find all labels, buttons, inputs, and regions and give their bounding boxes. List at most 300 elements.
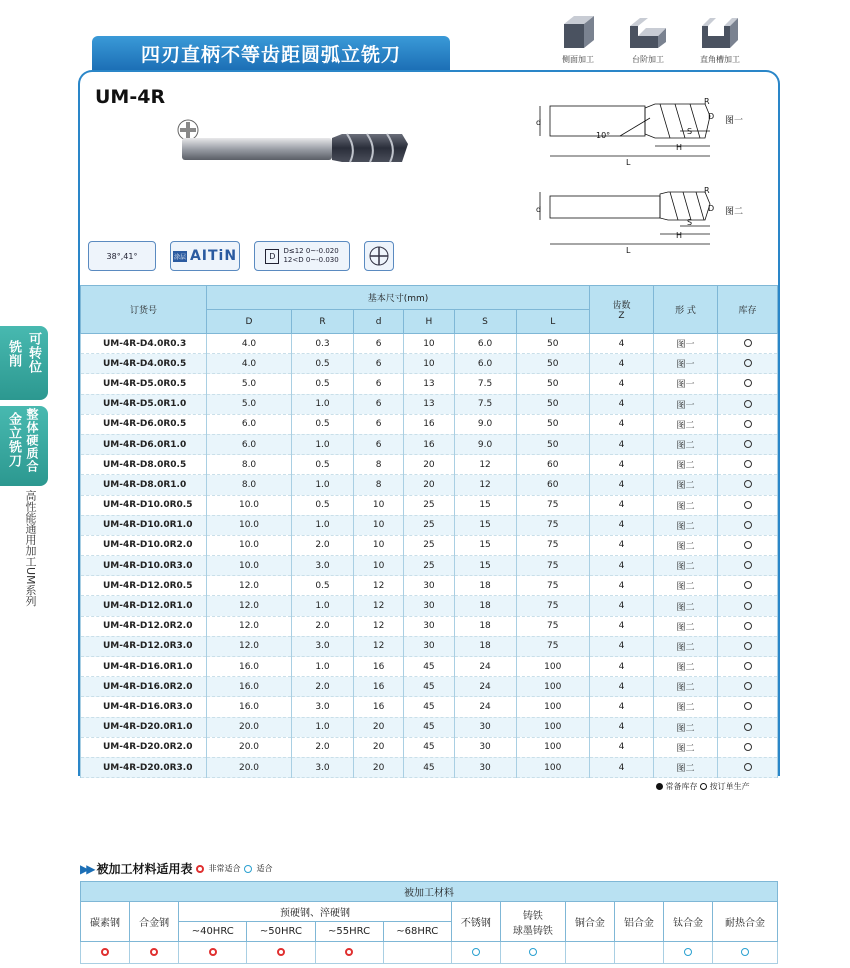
table-cell: 9.0 — [454, 434, 516, 454]
table-cell: 30 — [404, 636, 454, 656]
rating-cell — [451, 942, 500, 964]
application-icons — [548, 14, 788, 72]
tolerance-line2: 12<D 0~-0.030 — [283, 256, 339, 264]
table-cell: 4 — [590, 394, 654, 414]
table-cell: 1.0 — [292, 434, 354, 454]
slot-milling-label: 直角槽加工 — [700, 55, 740, 64]
stock-cell — [718, 434, 778, 454]
materials-col: 铝合金 — [614, 902, 663, 942]
model-number: UM-4R — [95, 86, 166, 108]
order-code: UM-4R-D8.0R1.0 — [81, 475, 207, 495]
table-row — [81, 757, 778, 777]
order-ring-icon — [744, 480, 752, 488]
table-cell: 75 — [516, 535, 590, 555]
table-cell: 图二 — [654, 495, 718, 515]
table-cell: 25 — [404, 515, 454, 535]
table-cell: 图二 — [654, 576, 718, 596]
order-ring-icon — [744, 602, 752, 610]
table-cell: 1.0 — [292, 475, 354, 495]
order-ring-icon — [744, 581, 752, 589]
tolerance-line1: D≤12 0~-0.020 — [283, 247, 339, 255]
table-cell: 10 — [404, 334, 454, 354]
order-code: UM-4R-D12.0R2.0 — [81, 616, 207, 636]
table-cell: 图二 — [654, 556, 718, 576]
table-cell: 2.0 — [292, 616, 354, 636]
table-cell: 图一 — [654, 354, 718, 374]
order-ring-icon — [744, 561, 752, 569]
table-cell: 10.0 — [207, 556, 292, 576]
order-ring-icon — [744, 642, 752, 650]
table-cell: 12 — [353, 636, 403, 656]
table-cell: 图一 — [654, 374, 718, 394]
table-cell: 4 — [590, 354, 654, 374]
table-cell: 6 — [353, 354, 403, 374]
table-cell: 25 — [404, 556, 454, 576]
coating-tag: 涂层 — [173, 251, 187, 262]
step-milling — [618, 14, 678, 65]
materials-table — [80, 881, 778, 964]
table-cell: 0.3 — [292, 334, 354, 354]
stock-cell — [718, 475, 778, 495]
order-code: UM-4R-D12.0R1.0 — [81, 596, 207, 616]
order-code: UM-4R-D16.0R3.0 — [81, 697, 207, 717]
table-cell: 4 — [590, 334, 654, 354]
table-cell: 8 — [353, 455, 403, 475]
table-cell: 15 — [454, 515, 516, 535]
table-cell: 4 — [590, 596, 654, 616]
table-cell: 1.0 — [292, 657, 354, 677]
table-cell: 24 — [454, 697, 516, 717]
table-cell: 0.5 — [292, 455, 354, 475]
table-cell: 4 — [590, 717, 654, 737]
order-code: UM-4R-D6.0R1.0 — [81, 434, 207, 454]
table-cell: 20 — [404, 475, 454, 495]
table-cell: 10.0 — [207, 495, 292, 515]
very-suitable-icon — [277, 948, 285, 956]
col-header-form: 形 式 — [654, 286, 718, 334]
table-row — [81, 616, 778, 636]
col-header-dim-H: H — [404, 310, 454, 334]
table-cell: 1.0 — [292, 596, 354, 616]
table-cell: 4 — [590, 677, 654, 697]
side-milling — [548, 14, 608, 65]
stock-cell — [718, 596, 778, 616]
materials-header — [80, 860, 272, 877]
table-cell: 50 — [516, 374, 590, 394]
order-ring-icon — [744, 743, 752, 751]
rating-cell — [713, 942, 778, 964]
table-cell: 100 — [516, 737, 590, 757]
table-cell: 18 — [454, 596, 516, 616]
table-cell: 30 — [454, 717, 516, 737]
fig2-label: 图二 — [725, 207, 744, 217]
table-cell: 20.0 — [207, 737, 292, 757]
table-cell: 图二 — [654, 657, 718, 677]
table-cell: 8.0 — [207, 455, 292, 475]
order-ring-icon — [744, 339, 752, 347]
materials-title: 被加工材料适用表 — [96, 862, 193, 876]
order-code: UM-4R-D8.0R0.5 — [81, 455, 207, 475]
very-suitable-icon — [196, 865, 204, 873]
materials-col: 耐热合金 — [713, 902, 778, 942]
table-cell: 16 — [353, 697, 403, 717]
table-row — [81, 334, 778, 354]
dim-D-fig2: D — [708, 204, 715, 213]
stock-cell — [718, 515, 778, 535]
suitable-icon — [472, 948, 480, 956]
table-cell: 6 — [353, 414, 403, 434]
table-cell: 图二 — [654, 737, 718, 757]
helix-angle-label: 38°,41° — [106, 251, 138, 261]
table-cell: 4.0 — [207, 334, 292, 354]
table-cell: 10 — [353, 515, 403, 535]
table-cell: 100 — [516, 757, 590, 777]
table-cell: 15 — [454, 535, 516, 555]
legend-stock: 常备库存 — [665, 782, 698, 791]
table-cell: 图二 — [654, 455, 718, 475]
stock-cell — [718, 394, 778, 414]
stock-cell — [718, 697, 778, 717]
suitable-icon — [684, 948, 692, 956]
table-cell: 50 — [516, 334, 590, 354]
materials-col: ~55HRC — [315, 922, 383, 942]
table-cell: 20 — [353, 757, 403, 777]
table-cell: 16.0 — [207, 677, 292, 697]
order-code: UM-4R-D10.0R2.0 — [81, 535, 207, 555]
stock-cell — [718, 334, 778, 354]
table-cell: 图二 — [654, 616, 718, 636]
dim-R-fig2: R — [704, 186, 710, 195]
side-milling-icon — [560, 14, 596, 50]
table-cell: 20 — [353, 717, 403, 737]
table-row — [81, 535, 778, 555]
table-cell: 图二 — [654, 717, 718, 737]
materials-group-header: 被加工材料 — [81, 882, 778, 902]
order-ring-icon — [744, 359, 752, 367]
table-cell: 图二 — [654, 596, 718, 616]
table-cell: 4 — [590, 515, 654, 535]
table-row — [81, 556, 778, 576]
order-ring-icon — [744, 763, 752, 771]
table-cell: 45 — [404, 677, 454, 697]
table-cell: 10.0 — [207, 515, 292, 535]
dim-S-fig1: S — [687, 127, 693, 136]
table-row — [81, 374, 778, 394]
suitable-icon — [741, 948, 749, 956]
table-cell: 图二 — [654, 636, 718, 656]
table-cell: 1.0 — [292, 717, 354, 737]
four-flute-icon — [368, 245, 390, 267]
order-code: UM-4R-D4.0R0.5 — [81, 354, 207, 374]
side-tab1b-label: 可转位 — [26, 332, 41, 374]
fig1-label: 图一 — [725, 116, 744, 126]
slot-milling — [690, 14, 750, 65]
table-cell: 20 — [404, 455, 454, 475]
table-cell: 图二 — [654, 475, 718, 495]
table-cell: 4 — [590, 495, 654, 515]
table-cell: 30 — [454, 757, 516, 777]
tolerance-badge — [254, 241, 350, 271]
table-cell: 12 — [353, 596, 403, 616]
order-ring-icon — [744, 702, 752, 710]
order-code: UM-4R-D5.0R1.0 — [81, 394, 207, 414]
table-cell: 0.5 — [292, 414, 354, 434]
stock-cell — [718, 576, 778, 596]
table-cell: 2.0 — [292, 737, 354, 757]
table-cell: 45 — [404, 697, 454, 717]
table-cell: 100 — [516, 657, 590, 677]
legend-order: 按订单生产 — [709, 782, 750, 791]
table-cell: 16.0 — [207, 697, 292, 717]
rating-cell — [130, 942, 179, 964]
rating-cell — [383, 942, 451, 964]
materials-col: ~40HRC — [179, 922, 247, 942]
diagram-fig1 — [540, 104, 710, 156]
table-cell: 4.0 — [207, 354, 292, 374]
stock-cell — [718, 495, 778, 515]
table-cell: 0.5 — [292, 576, 354, 596]
stock-cell — [718, 737, 778, 757]
table-cell: 16 — [353, 657, 403, 677]
table-cell: 75 — [516, 636, 590, 656]
table-cell: 4 — [590, 455, 654, 475]
table-cell: 25 — [404, 495, 454, 515]
angle-label: 10° — [596, 131, 611, 140]
table-cell: 18 — [454, 576, 516, 596]
side-tab-solid-carbide[interactable] — [0, 406, 48, 486]
stock-cell — [718, 757, 778, 777]
table-cell: 3.0 — [292, 556, 354, 576]
col-header-dim-d: d — [353, 310, 403, 334]
table-cell: 15 — [454, 495, 516, 515]
table-cell: 45 — [404, 657, 454, 677]
table-cell: 75 — [516, 596, 590, 616]
table-cell: 6.0 — [454, 334, 516, 354]
dim-H-fig2: H — [676, 231, 683, 240]
order-code: UM-4R-D20.0R3.0 — [81, 757, 207, 777]
table-cell: 0.5 — [292, 495, 354, 515]
table-cell: 12 — [353, 576, 403, 596]
materials-col: 碳素钢 — [81, 902, 130, 942]
table-cell: 60 — [516, 455, 590, 475]
table-row — [81, 657, 778, 677]
table-row — [81, 354, 778, 374]
table-cell: 4 — [590, 434, 654, 454]
table-cell: 0.5 — [292, 354, 354, 374]
rating-cell — [179, 942, 247, 964]
table-cell: 4 — [590, 475, 654, 495]
table-cell: 12 — [454, 455, 516, 475]
table-cell: 6 — [353, 394, 403, 414]
materials-col: 铜合金 — [565, 902, 614, 942]
table-cell: 图二 — [654, 434, 718, 454]
table-cell: 45 — [404, 717, 454, 737]
helix-angle-badge — [88, 241, 156, 271]
order-code: UM-4R-D6.0R0.5 — [81, 414, 207, 434]
table-cell: 图一 — [654, 394, 718, 414]
col-header-dims: 基本尺寸(mm) — [207, 286, 590, 310]
very-suitable-icon — [209, 948, 217, 956]
table-cell: 10 — [353, 556, 403, 576]
table-row — [81, 475, 778, 495]
table-cell: 6 — [353, 334, 403, 354]
rating-cell — [663, 942, 712, 964]
table-cell: 7.5 — [454, 374, 516, 394]
order-ring-icon — [744, 420, 752, 428]
table-cell: 13 — [404, 394, 454, 414]
side-tab1-label: 铣削 — [6, 340, 21, 368]
table-cell: 2.0 — [292, 535, 354, 555]
table-cell: 图一 — [654, 334, 718, 354]
table-row — [81, 455, 778, 475]
col-header-code: 订货号 — [81, 286, 207, 334]
order-ring-icon — [744, 541, 752, 549]
table-cell: 20.0 — [207, 717, 292, 737]
materials-col: 钛合金 — [663, 902, 712, 942]
table-cell: 18 — [454, 636, 516, 656]
very-suitable-icon — [150, 948, 158, 956]
stock-cell — [718, 535, 778, 555]
table-cell: 30 — [404, 576, 454, 596]
table-cell: 9.0 — [454, 414, 516, 434]
table-cell: 图二 — [654, 697, 718, 717]
table-cell: 75 — [516, 576, 590, 596]
table-row — [81, 414, 778, 434]
table-cell: 4 — [590, 697, 654, 717]
order-code: UM-4R-D20.0R1.0 — [81, 717, 207, 737]
feature-icons — [88, 238, 394, 274]
col-header-dim-D: D — [207, 310, 292, 334]
table-cell: 4 — [590, 757, 654, 777]
table-cell: 4 — [590, 737, 654, 757]
table-cell: 4 — [590, 556, 654, 576]
suitable-icon — [244, 865, 252, 873]
table-cell: 16 — [404, 414, 454, 434]
order-ring-icon — [744, 682, 752, 690]
table-cell: 6.0 — [207, 414, 292, 434]
table-cell: 1.0 — [292, 515, 354, 535]
side-tab-indexable[interactable] — [0, 326, 48, 400]
table-cell: 图二 — [654, 535, 718, 555]
suitable-note: 适合 — [256, 864, 273, 873]
table-cell: 4 — [590, 414, 654, 434]
table-row — [81, 515, 778, 535]
very-suitable-icon — [345, 948, 353, 956]
dim-R-fig1: R — [704, 97, 710, 106]
double-arrow-icon: ▶▶ — [80, 861, 93, 876]
table-cell: 0.5 — [292, 374, 354, 394]
order-ring-icon — [744, 379, 752, 387]
order-ring-icon — [744, 501, 752, 509]
dim-d-fig2: d — [536, 205, 542, 214]
materials-hardened-header: 预硬钢、淬硬钢 — [179, 902, 452, 922]
table-cell: 100 — [516, 717, 590, 737]
table-cell: 12.0 — [207, 616, 292, 636]
side-series-text: 高性能通用加工UM系列 — [24, 490, 37, 607]
order-ring-icon — [744, 460, 752, 468]
table-cell: 7.5 — [454, 394, 516, 414]
very-suitable-icon — [101, 948, 109, 956]
col-header-dim-L: L — [516, 310, 590, 334]
table-cell: 12.0 — [207, 576, 292, 596]
table-cell: 50 — [516, 354, 590, 374]
stock-cell — [718, 455, 778, 475]
table-cell: 100 — [516, 677, 590, 697]
rating-cell — [500, 942, 565, 964]
order-code: UM-4R-D10.0R1.0 — [81, 515, 207, 535]
step-milling-icon — [628, 14, 668, 50]
order-ring-icon — [744, 723, 752, 731]
order-code: UM-4R-D10.0R0.5 — [81, 495, 207, 515]
table-cell: 4 — [590, 374, 654, 394]
dim-L-fig2: L — [626, 246, 631, 255]
table-cell: 5.0 — [207, 394, 292, 414]
table-cell: 8 — [353, 475, 403, 495]
table-cell: 75 — [516, 616, 590, 636]
table-cell: 50 — [516, 414, 590, 434]
order-code: UM-4R-D20.0R2.0 — [81, 737, 207, 757]
table-cell: 10 — [404, 354, 454, 374]
stock-cell — [718, 657, 778, 677]
diagram-fig2 — [540, 192, 710, 244]
table-cell: 75 — [516, 515, 590, 535]
table-cell: 13 — [404, 374, 454, 394]
table-row — [81, 717, 778, 737]
table-cell: 20.0 — [207, 757, 292, 777]
col-header-dim-R: R — [292, 310, 354, 334]
table-cell: 45 — [404, 737, 454, 757]
materials-col: ~68HRC — [383, 922, 451, 942]
table-row — [81, 394, 778, 414]
col-header-stock: 库存 — [718, 286, 778, 334]
rating-cell — [565, 942, 614, 964]
stock-cell — [718, 414, 778, 434]
table-row — [81, 495, 778, 515]
table-cell: 45 — [404, 757, 454, 777]
table-cell: 24 — [454, 677, 516, 697]
stock-cell — [718, 556, 778, 576]
order-ring-icon — [744, 662, 752, 670]
order-code: UM-4R-D16.0R1.0 — [81, 657, 207, 677]
table-cell: 3.0 — [292, 697, 354, 717]
order-code: UM-4R-D12.0R0.5 — [81, 576, 207, 596]
table-cell: 6.0 — [454, 354, 516, 374]
side-tab2b-label: 整体硬质合 — [25, 408, 39, 473]
tolerance-d-icon: D — [265, 249, 279, 264]
table-cell: 16 — [353, 677, 403, 697]
dim-L-fig1: L — [626, 158, 631, 167]
materials-col: 合金钢 — [130, 902, 179, 942]
side-milling-label: 侧面加工 — [562, 55, 594, 64]
table-cell: 6 — [353, 374, 403, 394]
table-cell: 5.0 — [207, 374, 292, 394]
table-cell: 50 — [516, 394, 590, 414]
suitable-icon — [529, 948, 537, 956]
table-row — [81, 737, 778, 757]
table-cell: 50 — [516, 434, 590, 454]
table-cell: 16 — [404, 434, 454, 454]
table-cell: 6 — [353, 434, 403, 454]
table-cell: 100 — [516, 697, 590, 717]
order-code: UM-4R-D5.0R0.5 — [81, 374, 207, 394]
materials-col: ~50HRC — [247, 922, 315, 942]
rating-cell — [81, 942, 130, 964]
stock-cell — [718, 717, 778, 737]
stock-cell — [718, 677, 778, 697]
rating-cell — [614, 942, 663, 964]
stock-cell — [718, 374, 778, 394]
table-cell: 4 — [590, 616, 654, 636]
